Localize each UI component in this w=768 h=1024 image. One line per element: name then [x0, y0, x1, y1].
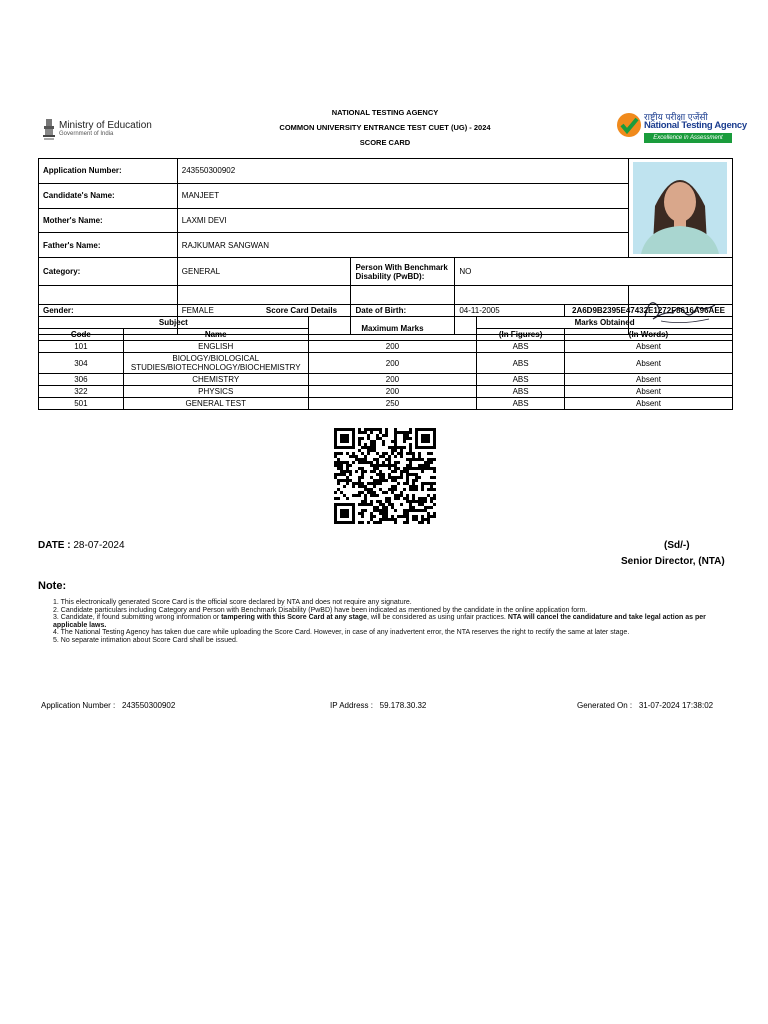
score-header-row-1 — [39, 317, 733, 329]
nta-logo — [616, 110, 747, 146]
footer-label: Generated On : — [577, 701, 633, 710]
value-candidate-name: MANJEET — [177, 183, 628, 208]
score-card-table — [38, 304, 733, 410]
max-cell: 200 — [308, 341, 476, 353]
footer-label: IP Address : — [330, 701, 373, 710]
table-row — [39, 398, 733, 410]
label: Father's Name: — [39, 233, 178, 258]
table-row — [39, 374, 733, 386]
nta-hindi-name: राष्ट्रीय परीक्षा एजेंसी — [644, 112, 708, 122]
code-header: Code — [39, 329, 124, 341]
ministry-of-education-logo — [42, 118, 162, 144]
table-row — [39, 386, 733, 398]
figures-cell: ABS — [477, 374, 565, 386]
qr-code — [334, 428, 436, 524]
date-label: DATE : — [38, 540, 71, 551]
max-cell: 200 — [308, 386, 476, 398]
max-cell: 200 — [308, 374, 476, 386]
name-cell: GENERAL TEST — [123, 398, 308, 410]
header-title-block — [200, 108, 570, 153]
row-candidate-name — [39, 183, 733, 208]
signed-mark: (Sd/-) — [664, 540, 690, 551]
words-cell: Absent — [565, 398, 733, 410]
date-value: 28-07-2024 — [73, 540, 125, 551]
issue-date — [38, 540, 125, 551]
note-item: 4. The National Testing Agency has taken due care while uploading the Score Card. However, in case of any inadvertent error, the NTA reserves the right to rectify the same at later stage. — [53, 629, 630, 636]
label: Category: — [39, 258, 178, 286]
ministry-name: Ministry of Education — [59, 120, 152, 131]
score-title-row — [39, 305, 733, 317]
signatory-designation: Senior Director, (NTA) — [621, 556, 725, 567]
row-mother-name — [39, 208, 733, 233]
marks-obtained-header: Marks Obtained — [477, 317, 733, 329]
value-mother-name: LAXMI DEVI — [177, 208, 628, 233]
footer-value: 243550300902 — [121, 701, 176, 710]
notes-list — [53, 599, 737, 644]
label: Gender: — [39, 286, 178, 335]
score-hash: 2A6D9B2395E47432E1272F8616A96AEE — [565, 305, 733, 317]
footer-ip-address — [330, 701, 426, 710]
footer-value: 31-07-2024 17:38:02 — [638, 701, 714, 710]
label: Candidate's Name: — [39, 183, 178, 208]
value-dob: 04-11-2005 — [455, 286, 629, 335]
row-father-name — [39, 233, 733, 258]
footer-application-number — [41, 701, 175, 710]
figures-cell: ABS — [477, 398, 565, 410]
code-cell: 501 — [39, 398, 124, 410]
row-category — [39, 258, 733, 286]
value-category: GENERAL — [177, 258, 351, 286]
nta-english-name: National Testing Agency — [644, 120, 747, 131]
code-cell: 306 — [39, 374, 124, 386]
words-header: (In Words) — [565, 329, 733, 341]
name-cell: PHYSICS — [123, 386, 308, 398]
code-cell: 101 — [39, 341, 124, 353]
national-emblem-icon — [42, 118, 56, 142]
code-cell: 304 — [39, 353, 124, 374]
table-row — [39, 341, 733, 353]
label: Application Number: — [39, 159, 178, 184]
figures-cell: ABS — [477, 353, 565, 374]
value-application-number: 243550300902 — [177, 159, 628, 184]
max-cell: 200 — [308, 353, 476, 374]
score-card-details-title: Score Card Details — [39, 305, 565, 317]
value-father-name: RAJKUMAR SANGWAN — [177, 233, 628, 258]
note-text: , will be considered as using unfair practices. — [366, 614, 508, 621]
notes-title: Note: — [38, 580, 67, 592]
note-item — [53, 614, 737, 629]
value-gender: FEMALE — [177, 286, 351, 335]
name-cell: CHEMISTRY — [123, 374, 308, 386]
header-exam: COMMON UNIVERSITY ENTRANCE TEST CUET (UG) - 2024 — [279, 123, 491, 132]
candidate-photo — [633, 162, 727, 254]
note-item: 2. Candidate particulars including Category and Person with Benchmark Disability (PwBD) have been indicated as mentioned by the candidate in the online application form. — [53, 606, 588, 614]
row-application-number — [39, 159, 733, 184]
note-item: 1. This electronically generated Score Card is the official score declared by NTA and does not require any signature. — [53, 599, 412, 606]
label: Mother's Name: — [39, 208, 178, 233]
header-agency: NATIONAL TESTING AGENCY — [331, 108, 439, 117]
table-row — [39, 353, 733, 374]
code-cell: 322 — [39, 386, 124, 398]
figures-cell: ABS — [477, 341, 565, 353]
max-cell: 250 — [308, 398, 476, 410]
note-text: 3. Candidate, if found submitting wrong information or — [53, 614, 222, 621]
candidate-photo-image — [633, 162, 727, 254]
nta-check-icon — [616, 112, 642, 138]
name-header: Name — [123, 329, 308, 341]
figures-cell: ABS — [477, 386, 565, 398]
label: Person With Benchmark Disability (PwBD): — [351, 258, 455, 286]
footer-label: Application Number : — [41, 701, 116, 710]
subject-header: Subject — [39, 317, 309, 329]
words-cell: Absent — [565, 374, 733, 386]
note-bold-text: tampering with this Score Card at any stage — [221, 614, 367, 621]
header-score-card: SCORE CARD — [359, 138, 411, 147]
footer-generated-on — [577, 701, 713, 710]
value-pwbd: NO — [455, 258, 733, 286]
max-marks-header: Maximum Marks — [308, 317, 476, 341]
note-bold-text: NTA will cancel the candidature and take legal action as per applicable laws. — [53, 614, 706, 629]
name-cell: ENGLISH — [123, 341, 308, 353]
photo-cell — [628, 159, 732, 258]
words-cell: Absent — [565, 353, 733, 374]
note-item: 5. No separate intimation about Score Card shall be issued. — [53, 636, 238, 644]
words-cell: Absent — [565, 341, 733, 353]
words-cell: Absent — [565, 386, 733, 398]
footer-value: 59.178.30.32 — [379, 701, 427, 710]
label: Date of Birth: — [351, 286, 455, 335]
ministry-sub: Government of India — [59, 131, 114, 137]
nta-tagline: Excellence in Assessment — [644, 133, 732, 143]
name-cell: BIOLOGY/BIOLOGICAL STUDIES/BIOTECHNOLOGY/BIOCHEMISTRY — [123, 353, 308, 374]
figures-header: (In Figures) — [477, 329, 565, 341]
